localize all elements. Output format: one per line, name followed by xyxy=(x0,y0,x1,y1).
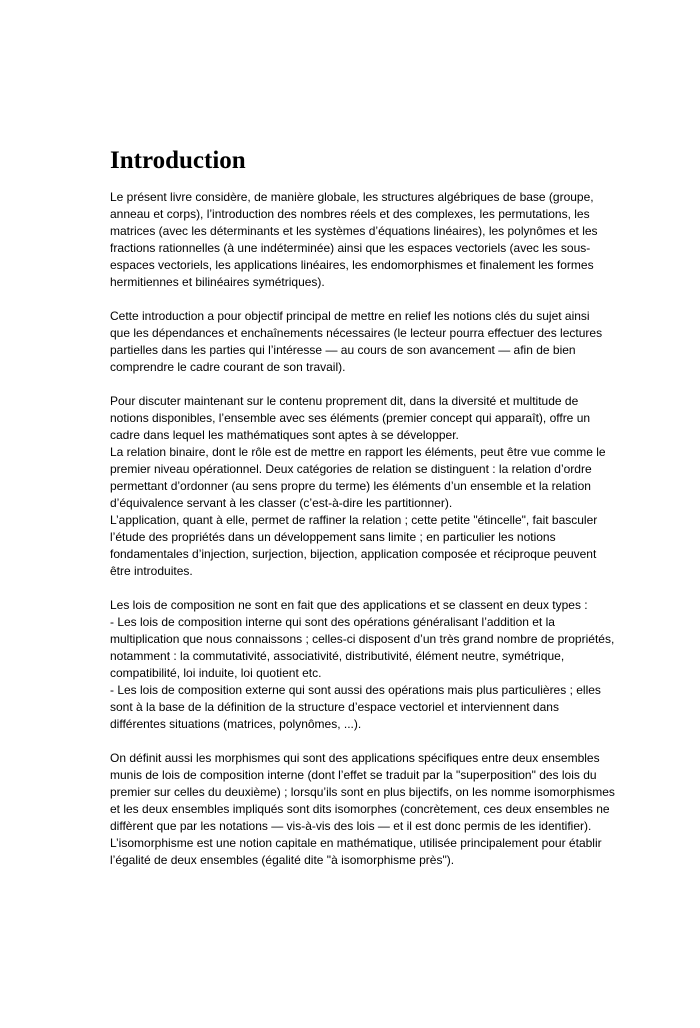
text-line: hermitiennes et bilinéaires symétriques). xyxy=(110,275,325,289)
text-line: cadre dans lequel les mathématiques sont aptes à se développer. xyxy=(110,428,459,442)
text-line: sont à la base de la définition de la structure d’espace vectoriel et interviennent dans xyxy=(110,700,559,714)
text-line: que les dépendances et enchaînements nécessaires (le lecteur pourra effectuer des lectures xyxy=(110,326,603,340)
paragraph-gap xyxy=(110,376,630,393)
text-line: premier sur celles du deuxième) ; lorsqu’ils sont en plus bijectifs, on les nomme isomorphismes xyxy=(110,785,615,799)
text-line: fondamentales d’injection, surjection, bijection, application composée et réciproque peuvent xyxy=(110,547,597,561)
text-line: premier niveau opérationnel. Deux catégories de relation se distinguent : la relation d’ordre xyxy=(110,462,592,476)
text-line: espaces vectoriels, les applications linéaires, les endomorphismes et finalement les formes xyxy=(110,258,594,272)
text-line: et les deux ensembles impliqués sont dits isomorphes (concrètement, ces deux ensembles ne xyxy=(110,802,610,816)
text-line: compatibilité, loi induite, loi quotient etc. xyxy=(110,666,322,680)
text-line: fractions rationnelles (à une indéterminée) ainsi que les espaces vectoriels (avec les sous- xyxy=(110,241,591,255)
text-line: Pour discuter maintenant sur le contenu proprement dit, dans la diversité et multitude de xyxy=(110,394,579,408)
text-line: notions disponibles, l’ensemble avec ses éléments (premier concept qui apparaît), offre un xyxy=(110,411,591,425)
text-line: - Les lois de composition externe qui sont aussi des opérations mais plus particulières ; elles xyxy=(110,683,601,697)
text-line: être introduites. xyxy=(110,564,193,578)
text-line: diffèrent que par les notations — vis-à-vis des lois — et il est donc permis de les identifier). xyxy=(110,819,592,833)
text-line: comprendre le cadre courant de son travail). xyxy=(110,360,346,374)
text-line: L’application, quant à elle, permet de raffiner la relation ; cette petite "étincelle", fait basculer xyxy=(110,513,598,527)
text-line: l’égalité de deux ensembles (égalité dite "à isomorphisme près"). xyxy=(110,853,455,867)
text-line: notamment : la commutativité, associativité, distributivité, élément neutre, symétrique, xyxy=(110,649,565,663)
text-line: On définit aussi les morphismes qui sont des applications spécifiques entre deux ensembles xyxy=(110,751,600,765)
text-line: Cette introduction a pour objectif principal de mettre en relief les notions clés du sujet ainsi xyxy=(110,309,590,323)
text-line: L’isomorphisme est une notion capitale en mathématique, utilisée principalement pour établir xyxy=(110,836,602,850)
text-line: permettant d’ordonner (au sens propre du terme) les éléments d’un ensemble et la relation xyxy=(110,479,591,493)
body-text xyxy=(110,189,630,869)
text-line: Le présent livre considère, de manière globale, les structures algébriques de base (groupe, xyxy=(110,190,594,204)
text-line: d’équivalence servant à les classer (c’est-à-dire les partitionner). xyxy=(110,496,453,510)
text-line: - Les lois de composition interne qui sont des opérations généralisant l’addition et la xyxy=(110,615,555,629)
text-line: multiplication que nous connaissons ; celles-ci disposent d’un très grand nombre de propriétés, xyxy=(110,632,615,646)
text-line: Les lois de composition ne sont en fait que des applications et se classent en deux types : xyxy=(110,598,588,612)
text-line: La relation binaire, dont le rôle est de mettre en rapport les éléments, peut être vue comme le xyxy=(110,445,606,459)
text-line: matrices (avec les déterminants et les systèmes d’équations linéaires), les polynômes et les xyxy=(110,224,598,238)
text-line: l’étude des propriétés dans un développement sans limite ; en particulier les notions xyxy=(110,530,556,544)
text-line: partielles dans les parties qui l’intéresse — au cours de son avancement — afin de bien xyxy=(110,343,576,357)
text-line: munis de lois de composition interne (dont l’effet se traduit par la "superposition" des lois du xyxy=(110,768,597,782)
paragraph-gap xyxy=(110,291,630,308)
text-line: différentes situations (matrices, polynômes, ...). xyxy=(110,717,362,731)
page-title: Introduction xyxy=(110,147,246,174)
text-line: anneau et corps), l’introduction des nombres réels et des complexes, les permutations, les xyxy=(110,207,590,221)
paragraph-gap xyxy=(110,580,630,597)
paragraph-gap xyxy=(110,733,630,750)
